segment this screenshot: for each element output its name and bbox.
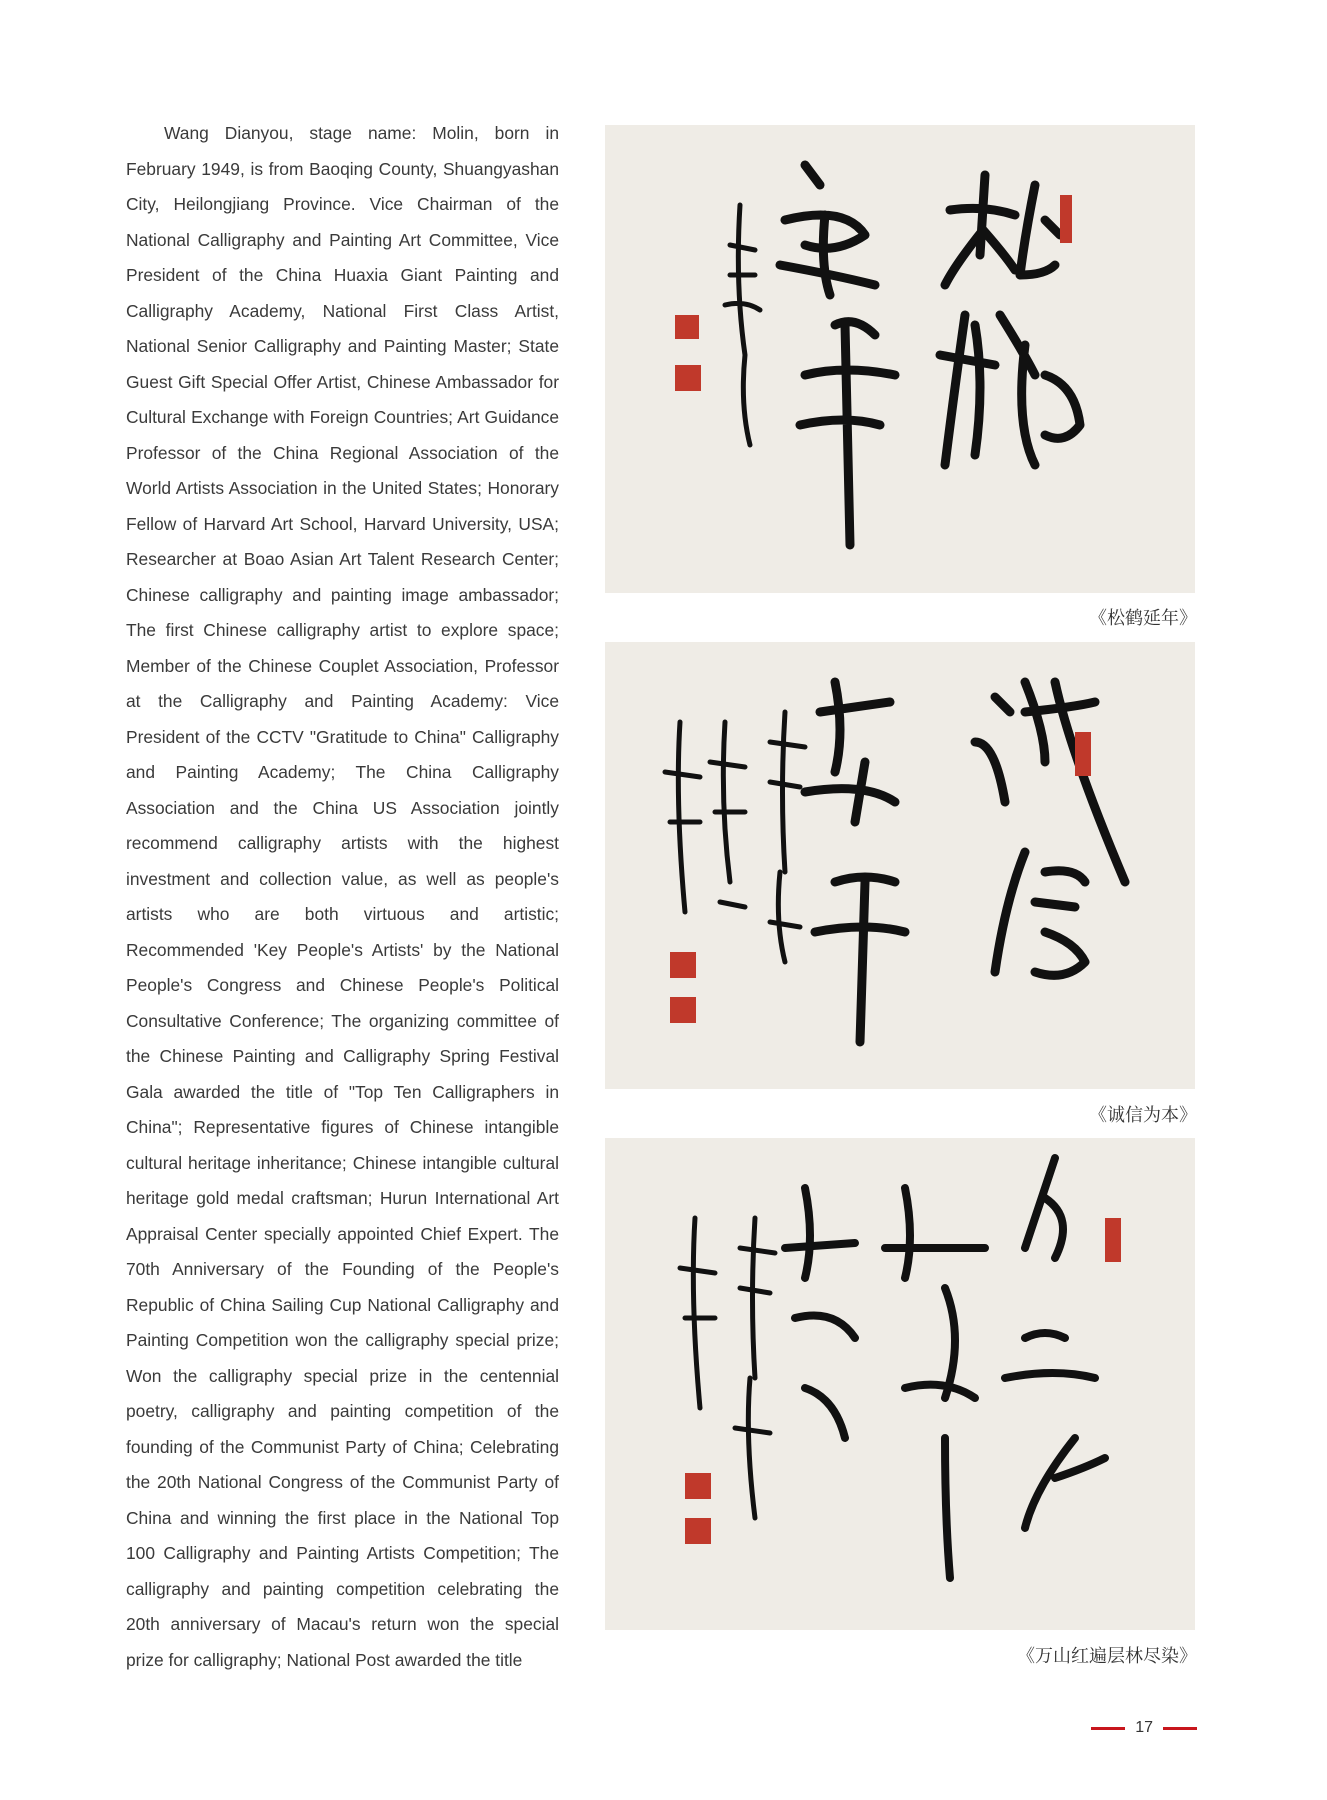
article-body-text: Wang Dianyou, stage name: Molin, born in February 1949, is from Baoqing County, Shuangyashan City, Heilongjiang Province. Vice Chairman of the National Calligraphy and Painting Art Committee, Vice President of the China Huaxia Giant Painting and Calligraphy Academy, National First Class Artist, National Senior Calligraphy and Painting Master; State Guest Gift Special Offer Artist, Chinese Ambassador for Cultural Exchange with Foreign Countries; Art Guidance Professor of the China Regional Association of the World Artists Association in the United States; Honorary Fellow of Harvard Art School, Harvard University, USA; Researcher at Boao Asian Art Talent Research Center; Chinese calligraphy and painting image ambassador; The first Chinese calligraphy artist to explore space; Member of the Chinese Couplet Association, Professor at the Calligraphy and Painting Academy: Vice President of the CCTV "Gratitude to China" Calligraphy and Painting Academy; The China Calligraphy Association and the China US Association jointly recommend calligraphy artists with the highest investment and collection value, as well as people's artists who are both virtuous and artistic; Recommended 'Key People's Artists' by the National People's Congress and Chinese People's Political Consultative Conference; The organizing committee of the Chinese Painting and Calligraphy Spring Festival Gala awarded the title of "Top Ten Calligraphers in China"; Representative figures of Chinese intangible cultural heritage inheritance; Chinese intangible cultural heritage gold medal craftsman; Hurun International Art Appraisal Center specially appointed Chief Expert. The 70th Anniversary of the Founding of the People's Republic of China Sailing Cup National Calligraphy and Painting Competition won the calligraphy special prize; Won the calligraphy special prize in the centennial poetry, calligraphy and painting competition of the founding of the Communist Party of China; Celebrating the 20th National Congress of the Communist Party of China and winning the first place in the National Top 100 Calligraphy and Painting Artists Competition; The calligraphy and painting competition celebrating the 20th anniversary of Macau's return won the special prize for calligraphy; National Post awarded the title — [126, 123, 559, 1670]
seal-1-bottom — [675, 365, 701, 391]
seal-2-top — [1075, 732, 1091, 776]
footer-rule-left — [1091, 1727, 1125, 1730]
article-body — [126, 116, 559, 1678]
calligraphy-artwork-1 — [605, 125, 1195, 593]
seal-3-top — [1105, 1218, 1121, 1262]
calligraphy-brushwork-1 — [605, 125, 1195, 593]
seal-3-mid — [685, 1473, 711, 1499]
calligraphy-brushwork-3 — [605, 1138, 1195, 1630]
page-footer — [1091, 1716, 1197, 1740]
calligraphy-brushwork-2 — [605, 642, 1195, 1089]
calligraphy-artwork-3 — [605, 1138, 1195, 1630]
artwork-1-caption: 《松鹤延年》 — [1089, 608, 1197, 629]
page-number: 17 — [1135, 1719, 1153, 1736]
artwork-3-caption: 《万山红遍层林尽染》 — [1017, 1646, 1197, 1667]
seal-2-mid — [670, 952, 696, 978]
footer-rule-right — [1163, 1727, 1197, 1730]
seal-1-mid — [675, 315, 699, 339]
seal-3-bottom — [685, 1518, 711, 1544]
calligraphy-artwork-2 — [605, 642, 1195, 1089]
seal-2-bottom — [670, 997, 696, 1023]
artwork-2-caption: 《诚信为本》 — [1089, 1105, 1197, 1126]
seal-1-top — [1060, 195, 1072, 243]
